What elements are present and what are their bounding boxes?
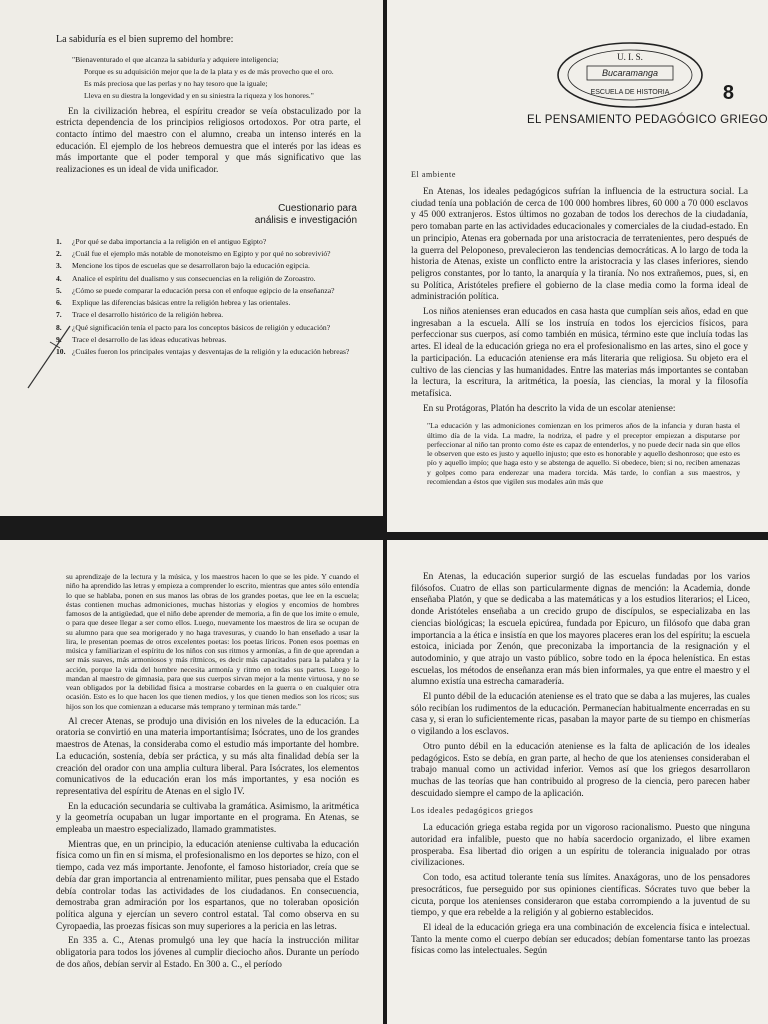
university-stamp [555, 40, 705, 110]
question-item [56, 286, 361, 295]
quote-line: Es más preciosa que las perlas y no hay tesoro que la iguale; [84, 79, 268, 89]
question-number: 8. [56, 322, 62, 332]
paragraph: En Atenas, los ideales pedagógicos sufrían la influencia de la estructura social. La ciudad tenía una población de cerca de 100 000 hombres libres, 60 000 a 70 000 esclavos y 45 000 extranjeros. Estos últimos no gozaban de todos los derechos de la ciudadanía, pero tomaban parte en las actividades educacionales y comerciales de la ciudad-estado. En un principio, Atenas era gobernada por una aristocracia de terratenientes, pero después de la guerra del Peloponeso, prevalecieron las tendencias democráticas. A lo largo de toda la historia de Atenas, existe un conflicto entre la aristocracia y las clases inferiores, siendo peligros constantes, por lo tanto, la anarquía y la tiranía. No nos extrañemos, pues, si, en su Política, Aristóteles prefiere el gobierno de la clase media como la forma ideal de administración política. [411, 187, 748, 303]
chapter-number: 8 [722, 82, 734, 104]
page-bottom-left [0, 540, 383, 1024]
question-item [56, 323, 361, 332]
plato-quote-continued: su aprendizaje de la lectura y la música, y los maestros hacen lo que se les pide. Y cuando el niño ha aprendido las letras y empieza a comprender lo escrito, mientras que antes sólo entendía lo que se hablaba, ponen en sus manos las obras de los grandes poetas, que lee en la escuela; éstas contienen muchas admoniciones, muchas historias y elogios y encomios de hombres famosos de la antigüedad, que el niño debe aprender de memoria, a fin de que los imite o emule, o para que desee llegar a ser como ellos. Luego, nuevamente los maestros de lira se ocupan de su alumno para que sea morigerado y no haga travesuras, y cuando lo han enseñado a usar la lira, le presentan poemas de otros excelentes poetas: los poetas líricos. Ponen esos poemas en música y familiarizan el espíritu de los niños con sus ritmos y armonías, a fin de que aprendan a ser más suaves, más armoniosos y más rítmicos, es decir más capacitados para la palabra y la acción, porque la vida del hombre necesita armonía y ritmo en todas sus partes. Luego lo mandan al maestro de gimnasia, para que sus cuerpos sirvan mejor a la mente virtuosa, y no se vean obligados por la debilidad física a mostrarse cobardes en la guerra o en cualquier otra ocasión. Esto es lo que hacen los que tienen medios, y los que tienen medios son los ricos; sus hijos son los que comienzan a educarse más temprano y terminan más tarde." [66, 572, 359, 711]
proverbs-quote [72, 55, 353, 101]
question-item [56, 249, 361, 258]
paragraph: En la educación secundaria se cultivaba la gramática. Asimismo, la aritmética y la geometría ocupaban un lugar importante en el programa. En Atenas, se empleaba un maestro especializado, llamado grammatistes. [56, 801, 359, 836]
question-number: 10. [56, 347, 66, 357]
question-text: ¿Cuál fue el ejemplo más notable de monoteísmo en Egipto y por qué no sobrevivió? [72, 249, 331, 259]
paragraph: Los niños atenienses eran educados en casa hasta que cumplían seis años, edad en que ingresaban a la escuela. Allí se los instruía en todos los ejercicios físicos, para perfeccionar sus cuerpos, así como también en música, término este que incluía todas las artes. El ideal de la educación griega no era el profesionalismo en las artes, sino el goce y la participación. La educación ateniense era más literaria que religiosa. Su objeto era el cultivo de las ciencias y las humanidades. Entre las materias más importantes se contaban la lectura, la escritura, la aritmética, la poesía, las ciencias, la moral y la filosofía metafísica. [411, 307, 748, 399]
paragraph: El punto débil de la educación ateniense es el trato que se daba a las mujeres, las cuales sólo recibían los rudimentos de la educación. Permanecían habitualmente encerradas en su casa y, si eran lo suficientemente ricas, pasaban la mayor parte de su tiempo en chismerías o vigilando a los esclavos. [411, 692, 750, 738]
question-item [56, 335, 361, 344]
question-number: 5. [56, 285, 62, 295]
section-heading: El ambiente [411, 170, 457, 179]
question-text: Trace el desarrollo histórico de la religión hebrea. [72, 310, 224, 320]
question-item [56, 261, 361, 270]
question-number: 4. [56, 273, 62, 283]
paragraph: En 335 a. C., Atenas promulgó una ley que hacía la instrucción militar obligatoria para todos los jóvenes al cumplir dieciocho años. Durante un período de dos años, debían servir al Estado. En 300 a. C., el período [56, 936, 359, 970]
quote-line: Porque es su adquisición mejor que la de la plata y es de más provecho que el oro. [84, 66, 334, 76]
cuestionario-line2: análisis e investigación [254, 214, 357, 226]
question-item [56, 274, 361, 283]
question-text: ¿Cuáles fueron los principales ventajas y desventajas de la religión y la educación hebreas? [72, 347, 350, 357]
question-text: Analice el espíritu del dualismo y sus consecuencias en la religión de Zoroastro. [72, 273, 316, 283]
question-number: 2. [56, 249, 62, 259]
cuestionario-line1: Cuestionario para [278, 202, 357, 214]
quote-line: "Bienaventurado el que alcanza la sabiduría y adquiere inteligencia; [72, 54, 279, 64]
question-text: ¿Por qué se daba importancia a la religión en el antiguo Egipto? [72, 236, 267, 246]
question-number: 6. [56, 298, 62, 308]
question-text: Explique las diferencias básicas entre la religión hebrea y las orientales. [72, 298, 291, 308]
paragraph: En su Protágoras, Platón ha descrito la vida de un escolar ateniense: [423, 403, 676, 414]
stamp-top-text: U. I. S. [617, 52, 643, 62]
hebrew-paragraph: En la civilización hebrea, el espíritu creador se veía obstaculizado por la estricta dependencia de los principios religiosos ortodoxos. Por otra parte, el contacto íntimo del maestro con el alumno, creaba un intenso interés en la educación. El ejemplo de los hebreos demuestra que el interés por las ideas es más importante que el poder temporal y que más significativo que las realizaciones es un ideal de vida unificador. [56, 106, 361, 176]
questions-list [56, 237, 361, 357]
question-text: ¿Qué significación tenía el pacto para los conceptos básicos de religión y educación? [72, 322, 331, 332]
cuestionario-title [56, 203, 357, 227]
section-heading: Los ideales pedagógicos griegos [411, 806, 534, 816]
intro-heading: La sabiduría es el bien supremo del hombre: [56, 34, 234, 45]
paragraph: El ideal de la educación griega era una combinación de excelencia física e intelectual. Tanto la mente como el cuerpo debían ser educados; debían fomentarse tanto las proezas físicas como las intelectuales. Según [411, 922, 750, 957]
stamp-mid-text: Bucaramanga [601, 68, 659, 78]
question-text: Trace el desarrollo de las ideas educativas hebreas. [72, 334, 227, 344]
page-top-right [387, 0, 768, 532]
paragraph: Otro punto débil en la educación ateniense es la falta de aplicación de los ideales pedagógicos. Esto se debía, en gran parte, al hecho de que los atenienses consideraban el trabajo manual como un actividad inferior. Vemos así que los griegos desarrollaron muchas de las teorías que han contribuido al progreso de la ciencia, pero parecen haber descuidado siempre el campo de la aplicación. [411, 741, 750, 799]
paragraph: En Atenas, la educación superior surgió de las escuelas fundadas por los varios filósofos. Cuatro de ellas son particularmente dignas de mención: la Academia, donde enseñaba Platón, y que se dedicaba a las matemáticas y a los estudios literarios; el Liceo, donde Aristóteles enseñaba a un crecido grupo de discípulos, se especializaba en las ciencias biológicas; la escuela epicúrea, fundada por Epicuro, un filósofo que daba gran importancia a la ética e insistía en que los mayores placeres eran los del espíritu; la escuela estoica, iniciada por Zenón, que preconizaba la importancia de la resignación y el autodominio, y que atrajo un vasto público, sobre todo en la época helenística. En estas escuelas, los métodos de enseñanza eran más bien informales, ya que entre el maestro y el alumno existía una estrecha camaradería. [411, 572, 750, 688]
question-number: 1. [56, 236, 62, 246]
question-text: ¿Cómo se puede comparar la educación persa con el enfoque egipcio de la enseñanza? [72, 285, 335, 295]
paragraph: Mientras que, en un principio, la educación ateniense cultivaba la educación física como un fin en sí misma, el profesionalismo en los deportes se hizo, con el tiempo, cada vez más importante. Jenofonte, el famoso historiador, creía que se debía dar gran importancia al entrenamiento militar, pues pensaba que el Estado debía controlar todas las actividades de los ciudadanos. En consecuencia, demostraba gran admiración por los espartanos, que no toleraban oposición política alguna y ejercían un severo control estatal. Tal como observa en su Cyropaedia, las proezas físicas son muy superiores a la pericia en las letras. [56, 839, 359, 932]
question-number: 3. [56, 261, 62, 271]
chapter-title: EL PENSAMIENTO PEDAGÓGICO GRIEGO [527, 114, 768, 126]
question-item [56, 310, 361, 319]
question-number: 7. [56, 310, 62, 320]
quote-line: Lleva en su diestra la longevidad y en su siniestra la riqueza y los honores." [84, 91, 314, 101]
question-item [56, 347, 361, 356]
paragraph: Con todo, esa actitud tolerante tenía sus límites. Anaxágoras, uno de los pensadores presocráticos, fue perseguido por sus opiniones científicas. Sócrates tuvo que beber la cicuta, porque los atenienses consideraron que estaba corrompiendo a la juventud de su tiempo, y que era rebelde a la religión y al gobierno establecidos. [411, 873, 750, 919]
paragraph: Al crecer Atenas, se produjo una división en los niveles de la educación. La oratoria se convirtió en una materia importantísima; Isócrates, uno de los grandes maestros de Atenas, la consideraba como el estudio más importante del hombre. La educación, sostenía, debía ser práctica, y su más alta finalidad debía ser la creación del orador con una amplia cultura liberal. Para Isócrates, los elementos comunicativos de la educación eran los más importantes, y esa noción es representativa del espíritu de Atenas en el siglo IV. [56, 716, 359, 797]
stamp-bottom-text: ESCUELA DE HISTORIA [590, 89, 670, 96]
page-top-left [0, 0, 383, 516]
plato-quote: "La educación y las admoniciones comienzan en los primeros años de la infancia y duran hasta el último día de la vida. La madre, la nodriza, el padre y el preceptor empiezan a disputarse por perfeccionar al niño tan pronto como éste es capaz de entenderlos, y no puede decir nada sin que ellos le observen que esto es justo y aquello injusto; que esto es honorable y aquello deshonroso; que esto es pío y aquello impío; que haga esto y se abstenga de aquello. Si obedece, bien; si no, reciben amenazas y golpes como para enderezar una madera torcida. Más tarde, lo confían a sus maestros, y recomiendan a éstos que vigilen sus modales aún más que [427, 421, 740, 486]
question-number: 9. [56, 334, 62, 344]
question-item [56, 298, 361, 307]
paragraph: La educación griega estaba regida por un vigoroso racionalismo. Puesto que ninguna autoridad era infalible, puesto que no había sacerdocio organizado, el libre examen prosperaba. Esa libertad dio origen a un espíritu de tolerancia inigualado por otras civilizaciones. [411, 823, 750, 869]
page-bottom-right [387, 540, 768, 1024]
question-text: Mencione los tipos de escuelas que se desarrollaron bajo la educación egipcia. [72, 261, 310, 271]
question-item [56, 237, 361, 246]
